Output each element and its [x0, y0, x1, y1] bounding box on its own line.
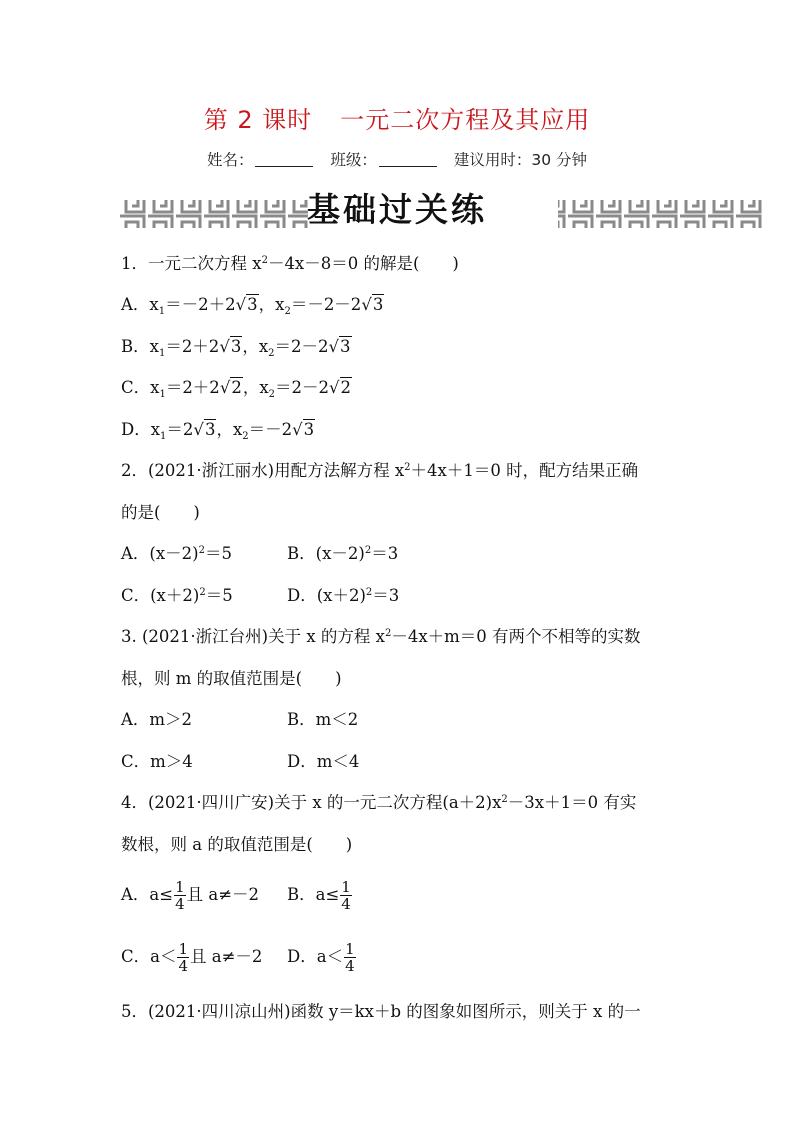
question-2-option-b[interactable]: B．$(x-2)^2=3$ — [287, 544, 399, 563]
question-5-stem-line-1: 5．(2021·四川凉山州)函数 y＝kx＋b 的图象如图所示，则关于 x 的一 — [121, 1002, 641, 1021]
question-4-option-b[interactable]: B．a≤ $\frac{1}{4}$ — [287, 878, 351, 913]
question-3-options-row-1 — [121, 709, 501, 731]
sqrt-symbol: √3 — [361, 295, 384, 314]
sqrt-symbol: √2 — [329, 378, 352, 397]
class-blank — [379, 152, 437, 167]
question-3-option-a[interactable]: A．m＞2 — [121, 710, 193, 729]
sqrt-symbol: √3 — [193, 420, 216, 439]
question-1-option-b[interactable]: B．$x_1=2+2√3$，$x_2=2-2√3$ — [121, 337, 351, 359]
question-4-option-d[interactable]: D．a＜ $\frac{1}{4}$ — [287, 940, 355, 975]
question-4-options-row-2 — [121, 939, 501, 975]
sqrt-symbol: √3 — [328, 337, 351, 356]
question-2-options-row-1 — [121, 543, 501, 565]
sqrt-symbol: √2 — [219, 378, 242, 397]
sqrt-symbol: √3 — [219, 337, 242, 356]
question-1-stem: 1．一元二次方程 $x^2-4x-8=0$ 的解是( ) — [121, 254, 459, 273]
name-blank — [255, 152, 313, 167]
suggested-time: 建议用时：30 分钟 — [453, 151, 588, 169]
question-4-stem-line-2: 数根，则 a 的取值范围是( ) — [121, 835, 353, 854]
question-2-stem-line-2: 的是( ) — [121, 503, 200, 522]
fraction: $\frac{1}{4}$ — [178, 940, 189, 975]
question-2-options-row-2 — [121, 585, 501, 607]
question-3-stem-line-2: 根，则 m 的取值范围是( ) — [121, 669, 342, 688]
lesson-number: 第 2 课时 — [203, 106, 313, 134]
page-title — [0, 100, 794, 135]
question-3-option-b[interactable]: B．m＜2 — [287, 710, 359, 729]
sqrt-symbol: √3 — [235, 295, 258, 314]
question-4-option-c[interactable]: C．a＜ $\frac{1}{4}$ 且 a≠－2 — [121, 940, 263, 975]
sqrt-symbol: √3 — [292, 420, 315, 439]
question-1-option-d[interactable]: D．$x_1=2√3$，$x_2=-2√3$ — [121, 420, 315, 442]
question-2-stem-line-1: 2．(2021·浙江丽水)用配方法解方程 $x^2+4x+1=0$ 时，配方结果正确 — [121, 461, 639, 480]
question-2-option-d[interactable]: D．$(x+2)^2=3$ — [287, 586, 400, 605]
question-2-option-c[interactable]: C．$(x+2)^2=5$ — [121, 586, 233, 605]
question-3-option-c[interactable]: C．m＞4 — [121, 752, 193, 771]
question-4-option-a[interactable]: A．a≤ $\frac{1}{4}$ 且 a≠－2 — [121, 878, 260, 913]
question-3-options-row-2 — [121, 751, 501, 773]
question-3-stem-line-1: 3. (2021·浙江台州)关于 x 的方程 $x^2-4x+m=0$ 有两个不相等的实数 — [121, 627, 641, 646]
question-1-option-a[interactable]: A．$x_1=-2+2√3$，$x_2=-2-2√3$ — [121, 295, 384, 317]
name-label: 姓名： — [206, 151, 254, 169]
fraction: $\frac{1}{4}$ — [341, 878, 351, 913]
fraction: $\frac{1}{4}$ — [175, 878, 185, 913]
fraction: $\frac{1}{4}$ — [345, 940, 355, 975]
lesson-topic: 一元二次方程及其应用 — [340, 106, 591, 134]
question-2-option-a[interactable]: A．$(x-2)^2=5$ — [121, 544, 232, 563]
question-4-options-row-1 — [121, 877, 501, 913]
class-label: 班级： — [330, 151, 377, 169]
question-1-option-c[interactable]: C．$x_1=2+2√2$，$x_2=2-2√2$ — [121, 378, 352, 400]
student-info-line — [0, 148, 794, 170]
section-banner-title: 基础过关练 — [307, 190, 487, 229]
question-4-stem-line-1: 4．(2021·四川广安)关于 x 的一元二次方程$(a+2)x^2-3x+1=0$ 有实 — [121, 793, 637, 812]
question-3-option-d[interactable]: D．m＜4 — [287, 752, 360, 771]
